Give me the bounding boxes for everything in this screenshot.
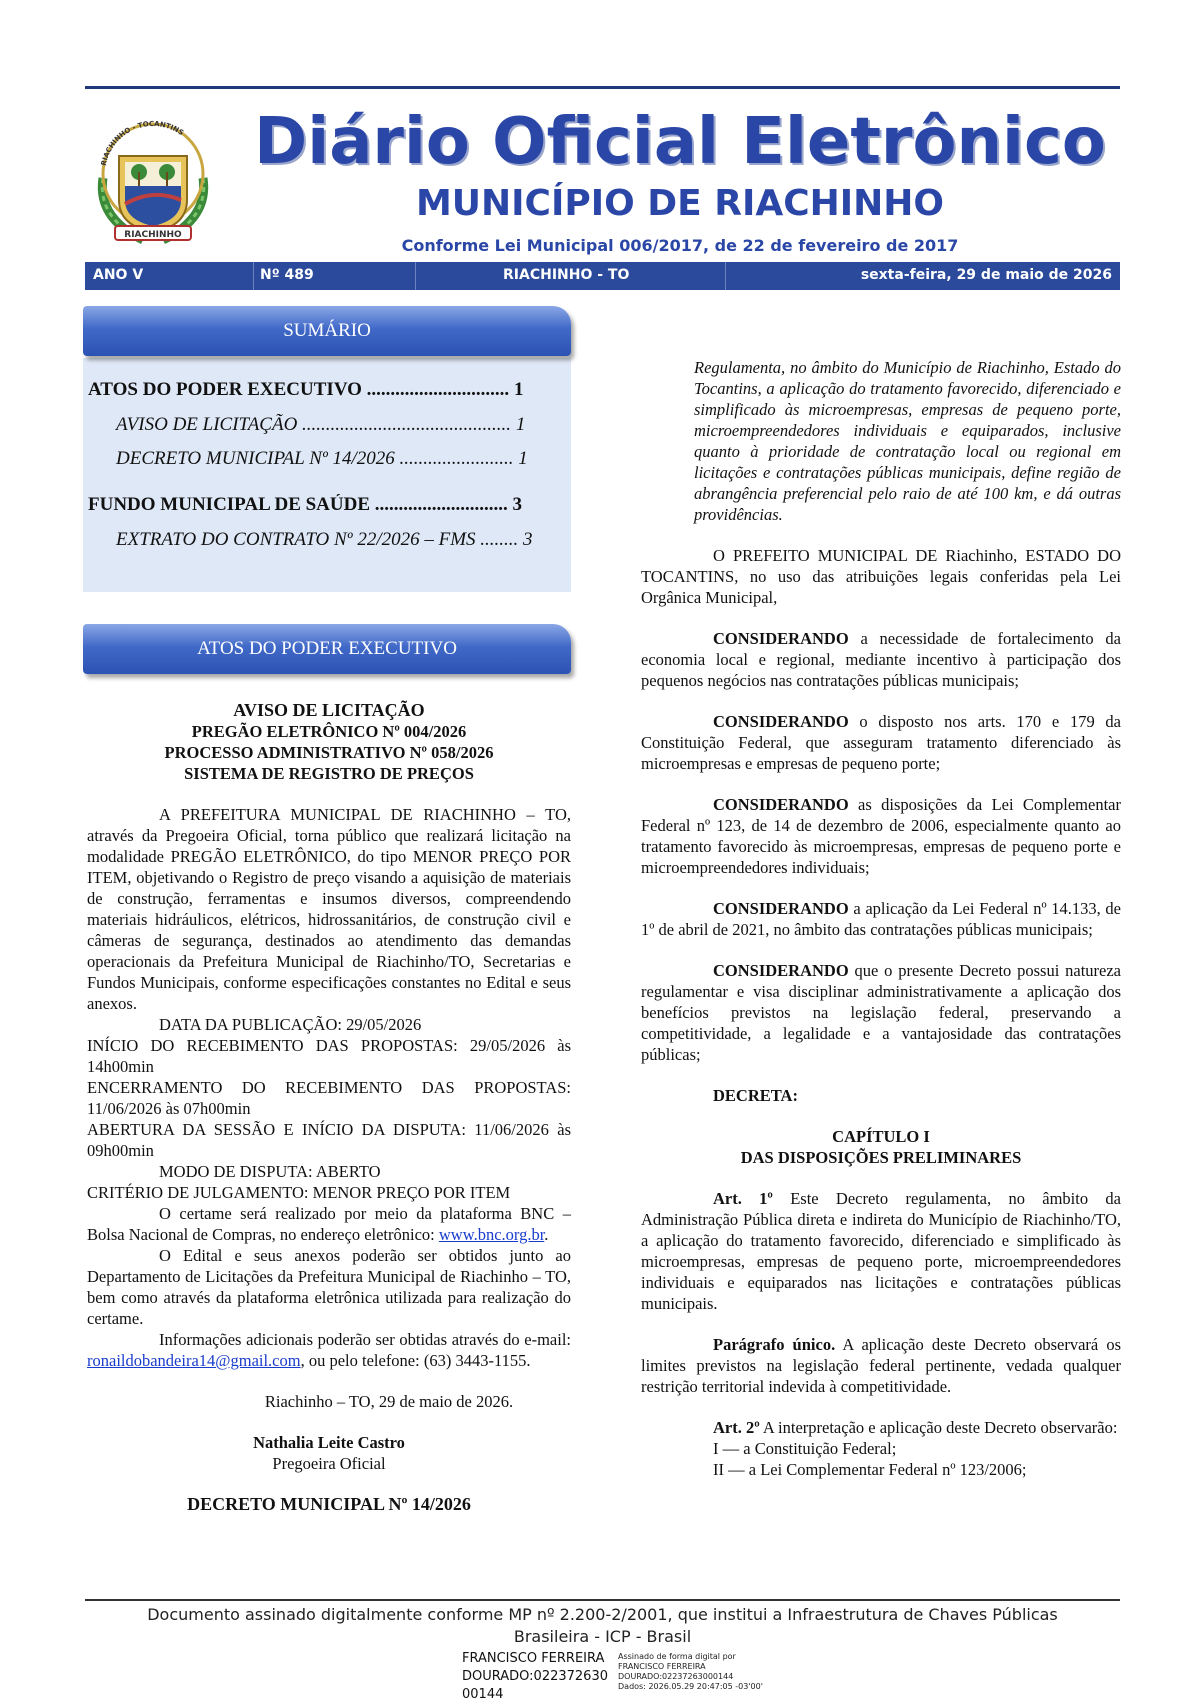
edition-place: RIACHINHO - TO: [503, 267, 630, 283]
considerando-1: CONSIDERANDO a necessidade de fortalecimento da economia local e regional, mediante incentivo à participação dos pequenos negócios nas contratações públicas municipais;: [641, 629, 1121, 690]
toc-item[interactable]: EXTRATO DO CONTRATO Nº 22/2026 – FMS ........ 3: [116, 529, 533, 550]
considerando-2: CONSIDERANDO o disposto nos arts. 170 e 179 da Constituição Federal, que asseguram tratamento diferenciado às microempresas e empresas de pequeno porte;: [641, 712, 1121, 773]
article-2-item: I — a Constituição Federal;: [713, 1439, 897, 1458]
notice-edital: O Edital e seus anexos poderão ser obtidos junto ao Departamento de Licitações da Prefeitura Municipal de Riachinho – TO, bem como através da plataforma eletrônica utilizada para realização do certame.: [87, 1246, 571, 1328]
signer-name: Nathalia Leite Castro: [253, 1433, 405, 1452]
left-column: [87, 700, 571, 1515]
edition-year: ANO V: [93, 267, 144, 283]
notice-date-line: INÍCIO DO RECEBIMENTO DAS PROPOSTAS: 29/05/2026 às 14h00min: [87, 1036, 571, 1076]
decree-ementa: Regulamenta, no âmbito do Município de Riachinho, Estado do Tocantins, a aplicação do tratamento favorecido, diferenciado e simplificado às microempresas, empresas de pequeno porte, microempreendedores individuais e equiparados, inclusive quanto à prioridade de contratação local ou regional em licitações e contratações públicas municipais, define região de abrangência preferencial pelo raio de até 100 km, e dá outras providências.: [694, 358, 1121, 524]
svg-text:RIACHINHO: RIACHINHO: [124, 230, 182, 240]
notice-subtitle: PREGÃO ELETRÔNICO Nº 004/2026: [191, 722, 467, 741]
decree-title: DECRETO MUNICIPAL Nº 14/2026: [187, 1494, 471, 1514]
considerando-3: CONSIDERANDO as disposições da Lei Complementar Federal nº 123, de 14 de dezembro de 2006, especialmente quanto ao tratamento favorecido às microempresas, empresas de pequeno porte e microempreendedores individuais;: [641, 795, 1121, 877]
signer-role: Pregoeira Oficial: [272, 1454, 386, 1473]
chapter-number: CAPÍTULO I: [832, 1127, 930, 1146]
divider: [725, 262, 726, 290]
notice-date-line: MODO DE DISPUTA: ABERTO: [159, 1162, 381, 1181]
municipal-seal-icon: [83, 108, 223, 248]
notice-date-line: DATA DA PUBLICAÇÃO: 29/05/2026: [159, 1015, 422, 1034]
edition-info-bar: [85, 262, 1120, 290]
masthead-subtitle: MUNICÍPIO DE RIACHINHO: [415, 183, 945, 224]
email-link[interactable]: ronaildobandeira14@gmail.com: [87, 1351, 301, 1370]
top-rule: [85, 86, 1120, 89]
considerando-4: CONSIDERANDO a aplicação da Lei Federal nº 14.133, de 1º de abril de 2021, no âmbito das contratações públicas municipais;: [641, 899, 1121, 939]
section-header: ATOS DO PODER EXECUTIVO: [83, 624, 571, 674]
decree-preamble: O PREFEITO MUNICIPAL DE Riachinho, ESTADO DO TOCANTINS, no uso das atribuições legais conferidas pela Lei Orgânica Municipal,: [641, 546, 1121, 607]
divider: [415, 262, 416, 290]
notice-process: PROCESSO ADMINISTRATIVO Nº 058/2026: [164, 743, 494, 762]
digital-signature-meta: Assinado de forma digital por FRANCISCO FERREIRA DOURADO:02237263000144 Dados: 2026.05.29 20:47:05 -03'00': [618, 1652, 763, 1691]
toc-item[interactable]: AVISO DE LICITAÇÃO ............................................ 1: [116, 414, 526, 435]
considerando-5: CONSIDERANDO que o presente Decreto possui natureza regulamentar e visa disciplinar administrativamente a aplicação dos benefícios previstos na legislação federal, preservando a competitividade, a legalidade e a vantajosidade das contratações públicas;: [641, 961, 1121, 1064]
toc-item[interactable]: FUNDO MUNICIPAL DE SAÚDE ............................ 3: [88, 494, 523, 515]
place-date: Riachinho – TO, 29 de maio de 2026.: [264, 1392, 514, 1411]
masthead-title: Diário Oficial Eletrônico: [254, 105, 1106, 179]
notice-date-line: CRITÉRIO DE JULGAMENTO: MENOR PREÇO POR ITEM: [87, 1183, 511, 1202]
article-1-paragraph: Parágrafo único. A aplicação deste Decreto observará os limites previstos na legislação federal pertinente, vedada qualquer restrição territorial indevida à competitividade.: [641, 1335, 1121, 1396]
divider: [253, 262, 254, 290]
edition-number: Nº 489: [260, 267, 314, 283]
footer-line: Brasileira - ICP - Brasil: [513, 1627, 692, 1646]
notice-contact: Informações adicionais poderão ser obtidas através do e-mail: ronaildobandeira14@gmail.com, ou pelo telefone: (63) 3443-1155.: [87, 1330, 571, 1370]
right-column: [641, 357, 1121, 1480]
article-2-item: II — a Lei Complementar Federal nº 123/2006;: [713, 1460, 1027, 1479]
article-2: Art. 2º A interpretação e aplicação deste Decreto observarão:: [713, 1418, 1118, 1437]
summary-header: SUMÁRIO: [83, 306, 571, 356]
masthead-law: Conforme Lei Municipal 006/2017, de 22 de fevereiro de 2017: [401, 236, 959, 255]
svg-text:RIACHINHO - TOCANTINS: RIACHINHO - TOCANTINS: [99, 119, 186, 167]
toc-item[interactable]: DECRETO MUNICIPAL Nº 14/2026 ........................ 1: [116, 448, 528, 469]
notice-platform: O certame será realizado por meio da plataforma BNC – Bolsa Nacional de Compras, no endereço eletrônico: www.bnc.org.br.: [87, 1204, 571, 1244]
notice-body: A PREFEITURA MUNICIPAL DE RIACHINHO – TO, através da Pregoeira Oficial, torna público que realizará licitação na modalidade PREGÃO ELETRÔNICO, do tipo MENOR PREÇO POR ITEM, objetivando o Registro de preço visando a aquisição de materiais de construção, ferramentas e insumos diversos, compreendendo materiais hidráulicos, elétricos, hidrossanitários, de construção civil e câmeras de segurança, destinados ao atendimento das demandas operacionais da Prefeitura Municipal de Riachinho/TO, Secretarias e Fundos Municipais, conforme especificações constantes no Edital e seus anexos.: [87, 805, 571, 1013]
chapter-title: DAS DISPOSIÇÕES PRELIMINARES: [740, 1148, 1022, 1167]
footer-line: Documento assinado digitalmente conforme MP nº 2.200-2/2001, que institui a Infraestrutura de Chaves Públicas: [147, 1605, 1058, 1624]
notice-date-line: ENCERRAMENTO DO RECEBIMENTO DAS PROPOSTAS: 11/06/2026 às 07h00min: [87, 1078, 571, 1118]
decreta: DECRETA:: [713, 1086, 798, 1105]
footer-signature-notice: [85, 1604, 1120, 1648]
digital-signer: FRANCISCO FERREIRA DOURADO:022372630 00144: [462, 1651, 608, 1702]
toc-item[interactable]: ATOS DO PODER EXECUTIVO .............................. 1: [88, 379, 524, 400]
notice-date-line: ABERTURA DA SESSÃO E INÍCIO DA DISPUTA: 11/06/2026 às 09h00min: [87, 1120, 571, 1160]
article-1: Art. 1º Este Decreto regulamenta, no âmbito da Administração Pública direta e indireta do Município de Riachinho/TO, a aplicação do tratamento favorecido, diferenciado e simplificado às microempresas, empresas de pequeno porte, microempreendedores individuais e equiparados nas licitações e contratações públicas municipais.: [641, 1189, 1121, 1313]
footer-rule: [85, 1599, 1120, 1601]
notice-title: AVISO DE LICITAÇÃO: [233, 700, 425, 720]
notice-system: SISTEMA DE REGISTRO DE PREÇOS: [184, 764, 474, 783]
edition-date: sexta-feira, 29 de maio de 2026: [860, 267, 1112, 283]
platform-link[interactable]: www.bnc.org.br: [438, 1225, 545, 1244]
